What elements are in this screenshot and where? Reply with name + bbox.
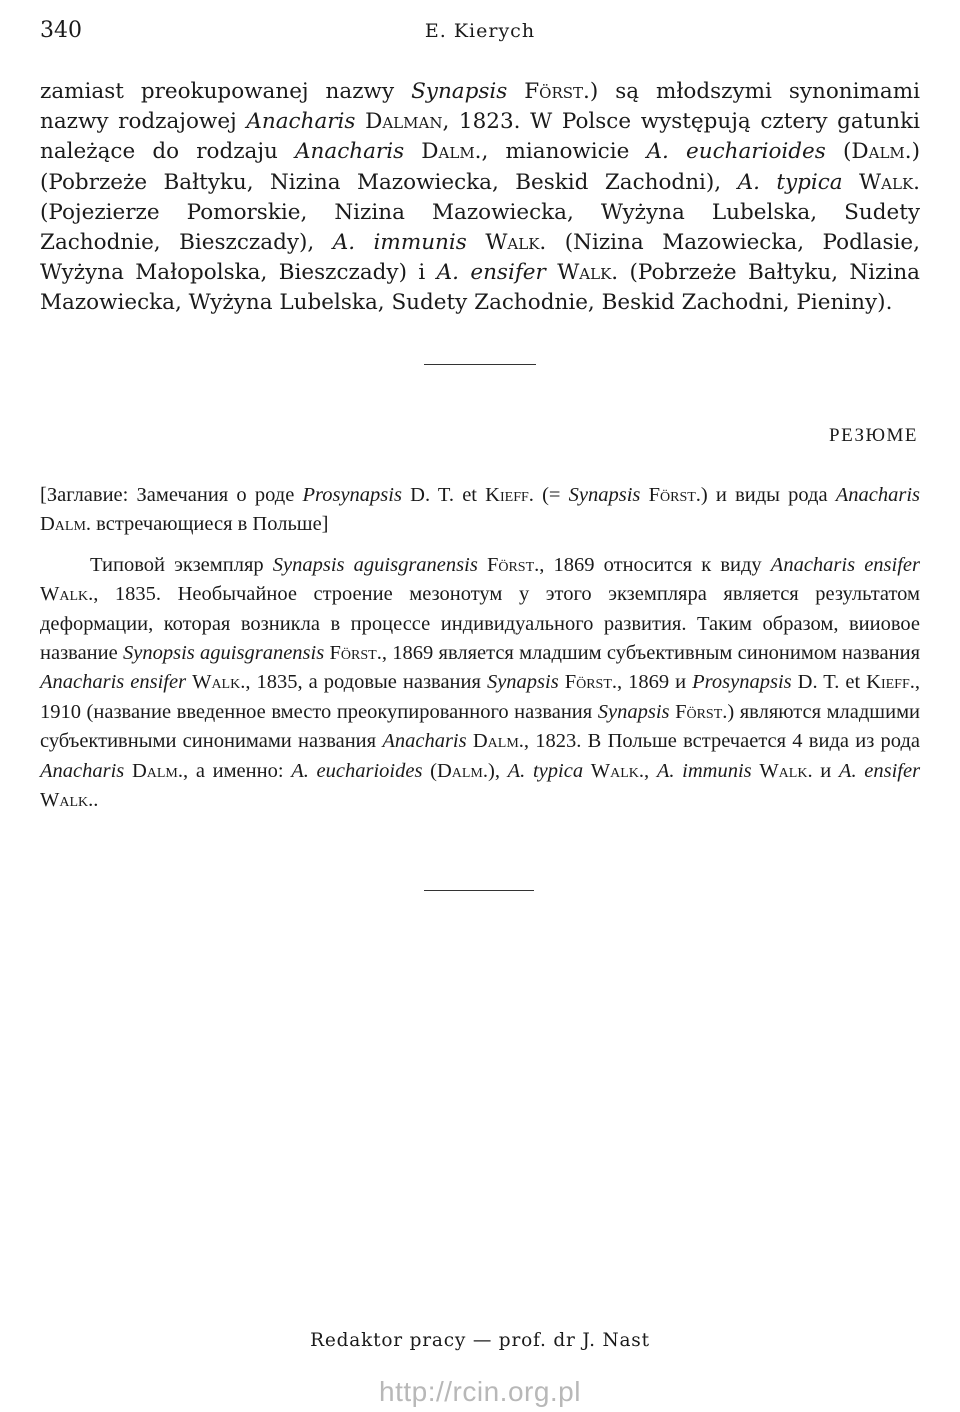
author-abbrev: Först. [524, 79, 590, 104]
author-abbrev: Walk. [40, 583, 94, 606]
author-abbrev: Dalm. [436, 759, 489, 782]
polish-paragraph: zamiast preokupowanej nazwy Synapsis Först.) są młodszymi synonimami nazwy rodzajowej Anacharis Dalman, 1823. W Polsce występują cztery gatunki należące do rodzaju Anacharis Dalm., mianowicie A. eucharioides (Dalm.) (Pobrzeże Bałtyku, Nizina Mazowiecka, Beskid Zachodni), A. typica Walk. (Pojezierze Pomorskie, Nizina Mazowiecka, Wyżyna Lubelska, Sudety Zachodnie, Bieszczady), A. immunis Walk. (Nizina Mazowiecka, Podlasie, Wyżyna Małopolska, Bieszczady) i A. ensifer Walk. (Pobrzeże Bałtyku, Nizina Mazowiecka, Wyżyna Lubelska, Sudety Zachodnie, Beskid Zachodni, Pieniny). [40, 79, 920, 316]
italic-name: Synapsis [597, 700, 670, 723]
italic-name: A. ensifer [838, 759, 921, 782]
author-abbrev: Kieff. [485, 484, 534, 506]
italic-name: Anacharis [40, 759, 125, 782]
italic-name: Anacharis [295, 139, 405, 165]
resume-heading: РЕЗЮМЕ [829, 425, 918, 446]
author-abbrev: Först. [329, 642, 382, 665]
author-abbrev: Dalm. [131, 759, 184, 782]
page-number: 340 [40, 18, 82, 43]
author-abbrev: Dalman [365, 109, 443, 135]
italic-name: Prosynapsis [692, 671, 792, 694]
italic-name: Anacharis ensifer [40, 671, 187, 694]
italic-name: A. eucharioides [646, 139, 826, 165]
resume-section [40, 481, 920, 815]
author-abbrev: Walk. [759, 759, 813, 782]
italic-name: A. immunis [332, 230, 467, 256]
end-divider [424, 890, 534, 891]
italic-name: Prosynapsis [302, 484, 402, 506]
author-abbrev: Walk. [192, 671, 246, 694]
italic-name: A. typica [507, 759, 584, 782]
author-abbrev: Dalm. [851, 139, 912, 165]
italic-name: Anacharis [835, 484, 921, 506]
italic-name: A. typica [737, 169, 843, 195]
author-abbrev: Walk. [40, 789, 94, 812]
italic-name: Anacharis ensifer [770, 553, 920, 576]
editor-credit: Redaktor pracy — prof. dr J. Nast [310, 1330, 650, 1351]
italic-name: Synapsis [486, 671, 559, 694]
watermark-url: http://rcin.org.pl [379, 1376, 581, 1407]
italic-name: A. ensifer [436, 260, 546, 286]
running-head: E. Kierych [424, 20, 536, 42]
italic-name: A. eucharioides [291, 759, 423, 782]
author-abbrev: Dalm. [472, 730, 524, 753]
author-abbrev: Walk. [590, 759, 645, 782]
author-abbrev: Walk. [485, 230, 547, 256]
author-abbrev: Kieff. [866, 671, 915, 694]
author-abbrev: Dalm. [421, 139, 482, 165]
author-abbrev: Först. [648, 484, 701, 506]
italic-name: A. immunis [656, 759, 752, 782]
resume-body: Типовой экземпляр Synapsis aguisgranensis Först., 1869 относится к виду Anacharis ensifer Walk., 1835. Необычайное строение мезонотум у этого экземпляра является результатом деформации, которая возникла в процессе индивидуального развития. Таким образом, вииовое название Synopsis aguisgranensis Först., 1869 является младшим субъективным синонимом названия Anacharis ensifer Walk., 1835, а родовые названия Synapsis Först., 1869 и Prosynapsis D. T. et Kieff., 1910 (название введенное вместо преокупированного названия Synapsis Först.) являются младшими субъективными синонимами названия Anacharis Dalm., 1823. В Польше встречается 4 вида из рода Anacharis Dalm., а именно: A. eucharioides (Dalm.), A. typica Walk., A. immunis Walk. и A. ensifer Walk.. [40, 553, 921, 812]
italic-name: Anacharis [382, 730, 467, 753]
author-abbrev: Först. [675, 700, 728, 723]
resume-title: [Заглавие: Замечания о роде Prosynapsis D. T. et Kieff. (= Synapsis Först.) и виды рода Anacharis Dalm. встречающиеся в Польше] [40, 484, 921, 536]
author-abbrev: Först. [564, 671, 618, 694]
author-abbrev: Walk. [859, 169, 920, 195]
author-abbrev: Walk. [557, 260, 619, 286]
italic-name: Anacharis [246, 109, 356, 135]
italic-name: Synapsis aguisgranensis [272, 553, 478, 576]
italic-name: Synapsis [568, 484, 641, 506]
author-abbrev: Dalm. [40, 513, 92, 536]
italic-name: Synapsis [411, 79, 508, 104]
section-divider [424, 364, 536, 365]
author-abbrev: Först. [486, 553, 540, 576]
italic-name: Synopsis aguisgranensis [123, 642, 325, 665]
